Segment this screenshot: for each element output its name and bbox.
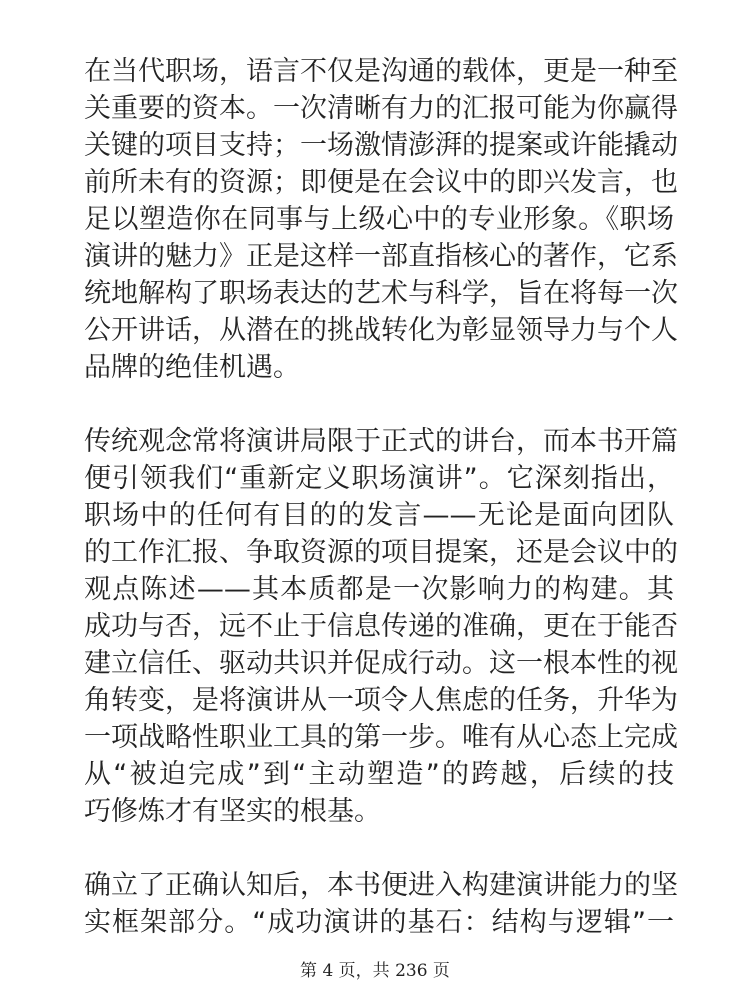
page-number: 第 4 页，共 236 页 (300, 961, 450, 981)
paragraph-line: 关重要的资本。一次清晰有力的汇报可能为你赢得 (84, 93, 678, 124)
paragraph-line: 便引领我们“重新定义职场演讲”。它深刻指出， (84, 463, 674, 494)
paragraph-line: 职场中的任何有目的的发言——无论是面向团队 (84, 500, 674, 531)
paragraph-line: 在当代职场，语言不仅是沟通的载体，更是一种至 (84, 56, 678, 87)
paragraph-2 (84, 423, 678, 830)
paragraph-line: 公开讲话，从潜在的挑战转化为彰显领导力与个人 (84, 315, 678, 346)
paragraph-line: 巧修炼才有坚实的根基。 (84, 796, 381, 827)
paragraph-line: 成功与否，远不止于信息传递的准确，更在于能否 (84, 611, 678, 642)
paragraph-line: 前所未有的资源；即便是在会议中的即兴发言，也 (84, 167, 678, 198)
paragraph-line: 演讲的魅力》正是这样一部直指核心的著作，它系 (84, 241, 678, 272)
paragraph-line: 传统观念常将演讲局限于正式的讲台，而本书开篇 (84, 426, 678, 457)
paragraph-line: 关键的项目支持；一场激情澎湃的提案或许能撬动 (84, 130, 678, 161)
paragraph-line: 角转变，是将演讲从一项令人焦虑的任务，升华为 (84, 685, 678, 716)
paragraph-3 (84, 867, 678, 941)
paragraph-line: 建立信任、驱动共识并促成行动。这一根本性的视 (84, 648, 678, 679)
paragraph-line: 统地解构了职场表达的艺术与科学，旨在将每一次 (84, 278, 678, 309)
paragraph-line: 一项战略性职业工具的第一步。唯有从心态上完成 (84, 722, 678, 753)
paragraph-line: 品牌的绝佳机遇。 (84, 352, 300, 383)
paragraph-line: 观点陈述——其本质都是一次影响力的构建。其 (84, 574, 674, 605)
paragraph-line: 确立了正确认知后，本书便进入构建演讲能力的坚 (84, 870, 678, 901)
paragraph-line: 的工作汇报、争取资源的项目提案，还是会议中的 (84, 537, 678, 568)
paragraph-1 (84, 53, 678, 386)
paragraph-line: 实框架部分。“成功演讲的基石：结构与逻辑”一 (84, 907, 674, 938)
paragraph-line: 从“被迫完成”到“主动塑造”的跨越，后续的技 (84, 759, 674, 790)
paragraph-line: 足以塑造你在同事与上级心中的专业形象。《职场 (84, 204, 674, 235)
